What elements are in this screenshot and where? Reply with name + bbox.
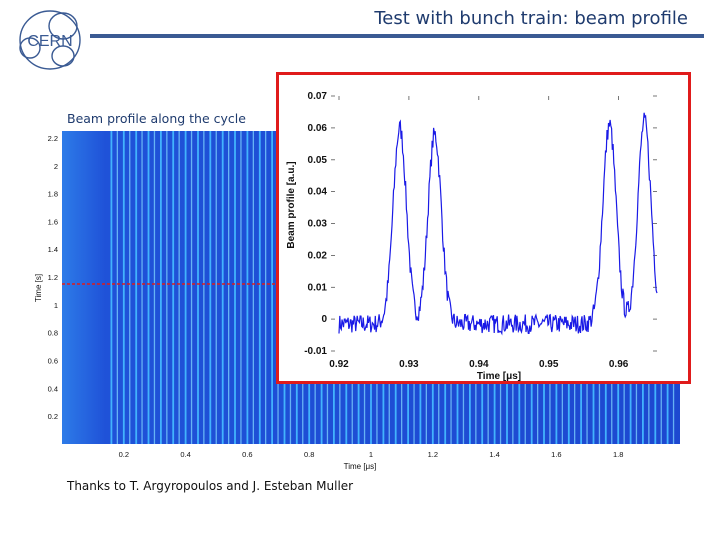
bunch-line: [117, 131, 118, 444]
bunch-line: [259, 131, 261, 444]
bunch-line: [135, 131, 137, 444]
bunch-line: [197, 131, 199, 444]
cern-logo-text: CERN: [27, 33, 73, 50]
inset-frame: [276, 72, 691, 384]
main-y-tick-label: 1: [53, 300, 58, 310]
main-y-tick-label: 0.2: [47, 412, 58, 422]
main-x-tick-label: 0.4: [180, 450, 191, 459]
inset-x-tick-label: 0.94: [469, 359, 489, 370]
slide-title: Test with bunch train: beam profile: [374, 8, 688, 29]
bunch-line: [185, 131, 187, 444]
main-x-tick-label: 1.2: [427, 450, 439, 459]
inset-y-tick-label: 0.06: [307, 122, 327, 134]
inset-y-tick-label: 0.04: [307, 186, 327, 198]
bunch-line: [247, 131, 249, 444]
bunch-line: [154, 131, 155, 444]
bunch-line: [166, 131, 167, 444]
main-ylabel: Time [s]: [34, 273, 43, 303]
plot-caption: Beam profile along the cycle: [67, 111, 246, 126]
main-xlabel: Time [μs]: [343, 462, 377, 471]
bunch-line: [148, 131, 150, 444]
bunch-line: [253, 131, 254, 444]
bunch-line: [265, 131, 266, 444]
bunch-line: [222, 131, 224, 444]
main-y-tick-label: 1.4: [47, 245, 58, 255]
main-x-tick-label: 0.6: [242, 450, 253, 459]
bunch-line: [228, 131, 229, 444]
inset-x-tick-label: 0.92: [329, 359, 349, 370]
inset-y-tick-label: 0.05: [307, 154, 327, 166]
bunch-line: [172, 131, 174, 444]
inset-y-tick-label: 0.03: [307, 218, 327, 230]
inset-y-tick-label: 0.02: [307, 250, 327, 262]
main-y-tick-label: 2: [53, 161, 58, 171]
inset-ylabel: Beam profile [a.u.]: [286, 161, 297, 249]
bunch-line: [191, 131, 192, 444]
inset-x-tick-label: 0.93: [399, 359, 419, 370]
bunch-line: [179, 131, 180, 444]
inset-y-tick-label: 0: [321, 314, 327, 326]
bunch-line: [203, 131, 204, 444]
inset-y-tick-label: 0.07: [307, 91, 327, 102]
inset-x-tick-label: 0.96: [608, 359, 629, 370]
beam-profile-trace: [339, 113, 657, 334]
bunch-line: [141, 131, 142, 444]
inset-plot: [279, 75, 688, 381]
bunch-line: [160, 131, 162, 444]
main-x-tick-label: 1: [368, 450, 374, 459]
inset-x-tick-label: 0.95: [538, 359, 559, 370]
main-x-tick-label: 0.2: [118, 450, 130, 459]
main-y-tick-label: 0.8: [47, 328, 58, 338]
bunch-line: [123, 131, 125, 444]
inset-y-tick-label: -0.01: [304, 346, 327, 357]
main-y-tick-label: 1.2: [47, 273, 58, 283]
inset-xlabel: Time [μs]: [476, 371, 522, 381]
main-x-tick-label: 1.8: [612, 450, 624, 459]
bunch-line: [209, 131, 211, 444]
bunch-line: [234, 131, 236, 444]
main-y-tick-label: 1.6: [47, 217, 58, 227]
main-x-ticks: [119, 450, 624, 459]
main-y-tick-label: 2.2: [47, 134, 58, 143]
main-y-tick-label: 0.4: [47, 384, 58, 394]
bunch-line: [216, 131, 217, 444]
bunch-line: [111, 131, 113, 444]
main-x-tick-label: 1.6: [551, 450, 562, 459]
main-y-tick-label: 0.6: [47, 356, 58, 366]
inset-y-tick-label: 0.01: [307, 282, 327, 294]
main-x-tick-label: 0.8: [303, 450, 315, 459]
credit-note: Thanks to T. Argyropoulos and J. Esteban Muller: [67, 479, 354, 493]
main-y-ticks: [48, 134, 58, 421]
bunch-line: [271, 131, 273, 444]
main-x-tick-label: 1.4: [489, 450, 500, 459]
bunch-line: [129, 131, 130, 444]
bunch-line: [240, 131, 241, 444]
main-y-tick-label: 1.8: [47, 189, 58, 199]
